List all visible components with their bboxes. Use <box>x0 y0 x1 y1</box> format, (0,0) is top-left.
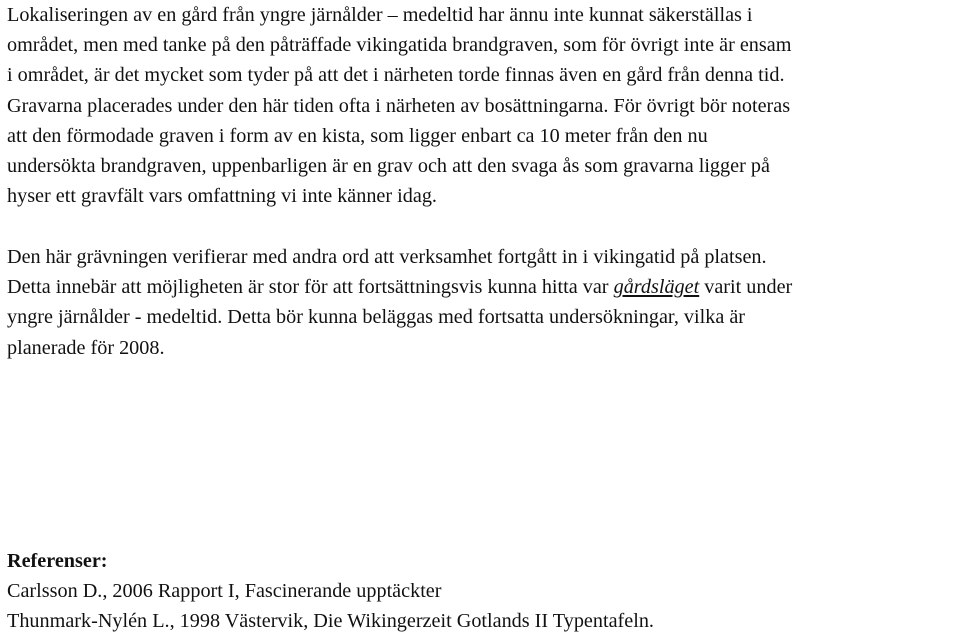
paragraph-settlement-location <box>7 0 791 211</box>
references-section <box>7 546 654 637</box>
text-line <box>7 272 792 302</box>
reference-item: Thunmark-Nylén L., 1998 Västervik, Die Wikingerzeit Gotlands II Typentafeln. <box>7 610 654 633</box>
text-line: hyser ett gravfält vars omfattning vi inte känner idag. <box>7 185 437 208</box>
text-line: yngre järnålder - medeltid. Detta bör kunna beläggas med fortsatta undersökningar, vilka är <box>7 306 746 329</box>
text-line: undersökta brandgraven, uppenbarligen är en grav och att den svaga ås som gravarna ligger på <box>7 155 770 178</box>
text-line: i området, är det mycket som tyder på att det i närheten torde finnas även en gård från denna tid. <box>7 64 785 87</box>
text-line: att den förmodade graven i form av en kista, som ligger enbart ca 10 meter från den nu <box>7 124 708 147</box>
paragraph-excavation-conclusion <box>7 242 792 363</box>
text-line: Gravarna placerades under den här tiden ofta i närheten av bosättningarna. För övrigt bör noteras <box>7 94 791 117</box>
text-line: Lokaliseringen av en gård från yngre järnålder – medeltid har ännu inte kunnat säkerställas i <box>7 4 753 26</box>
references-heading: Referenser: <box>7 550 108 572</box>
text-line: planerade för 2008. <box>7 336 165 359</box>
text-segment: Detta innebär att möjligheten är stor för att fortsättningsvis kunna hitta var <box>7 276 614 299</box>
text-segment: varit under <box>699 276 793 299</box>
text-line: Den här grävningen verifierar med andra ord att verksamhet fortgått in i vikingatid på platsen. <box>7 246 767 268</box>
text-line: området, men med tanke på den påträffade vikingatida brandgraven, som för övrigt inte är ensam <box>7 34 792 57</box>
reference-item: Carlsson D., 2006 Rapport I, Fascinerande upptäckter <box>7 580 442 603</box>
emphasized-term: gårdsläget <box>613 276 700 299</box>
